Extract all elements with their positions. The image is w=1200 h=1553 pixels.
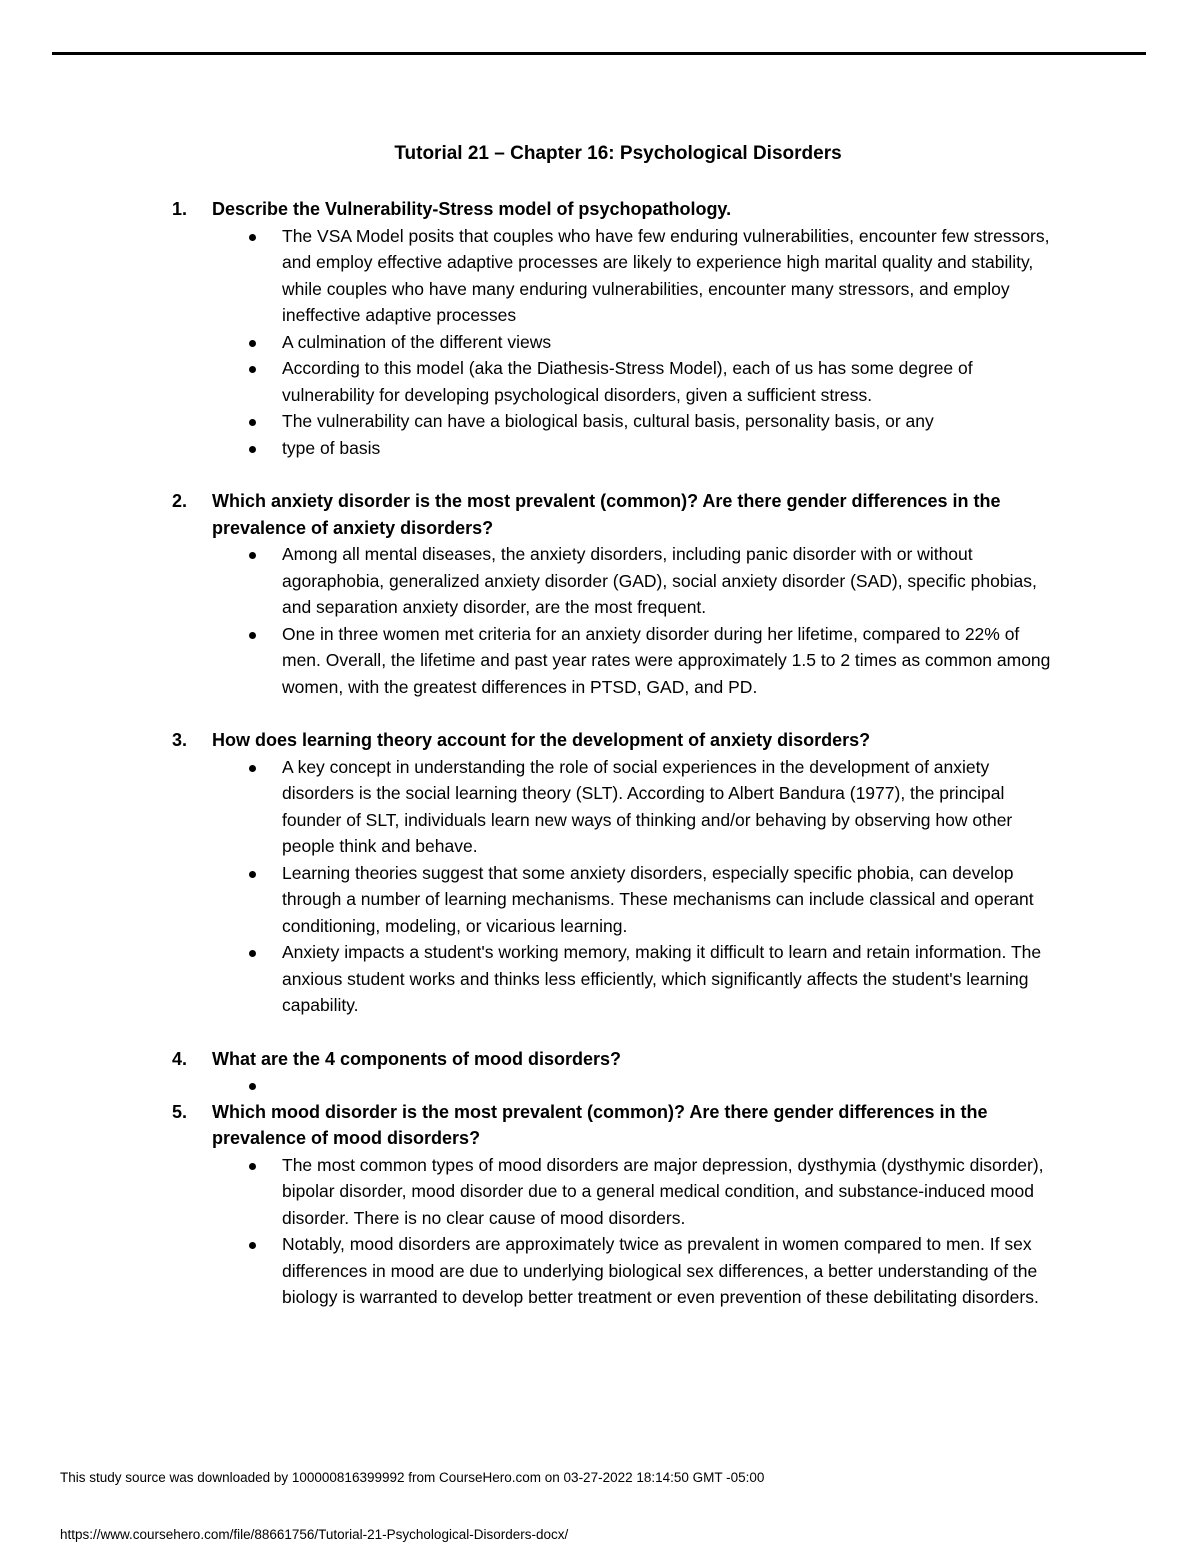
question-heading: [172, 1099, 1062, 1152]
question-text: How does learning theory account for the development of anxiety disorders?: [212, 730, 871, 750]
source-url-link[interactable]: https://www.coursehero.com/file/88661756/Tutorial-21-Psychological-Disorders-docx/: [60, 1527, 569, 1542]
question-text: Which anxiety disorder is the most prevalent (common)? Are there gender differences in the prevalence of anxiety disorders?: [212, 491, 1001, 538]
question-number: 5.: [172, 1101, 188, 1122]
bullet-icon: [249, 1242, 256, 1249]
question-1: [172, 196, 1062, 461]
bullet-icon: [249, 340, 256, 347]
bullet-icon: [249, 632, 256, 639]
bullet-icon: [249, 552, 256, 559]
question-number: 1.: [172, 199, 188, 219]
answer-item: Among all mental diseases, the anxiety disorders, including panic disorder with or without agoraphobia, generalized anxiety disorder (GAD), social anxiety disorder (SAD), specific phobias, and separation anxiety disorder, are the most frequent.: [172, 541, 1062, 621]
answer-list: [172, 754, 1062, 1019]
answer-item: Notably, mood disorders are approximately twice as prevalent in women compared to men. If sex differences in mood are due to underlying biological sex differences, a better understanding of the biology is warranted to develop better treatment or even prevention of these debilitating disorders.: [172, 1231, 1062, 1311]
question-4: [172, 1046, 1062, 1099]
answer-list: [172, 541, 1062, 700]
bullet-icon: [249, 1163, 256, 1170]
bullet-icon: [249, 871, 256, 878]
answer-item: Anxiety impacts a student's working memory, making it difficult to learn and retain information. The anxious student works and thinks less efficiently, which significantly affects the student's learning capability.: [172, 939, 1062, 1019]
answer-item: Learning theories suggest that some anxiety disorders, especially specific phobia, can develop through a number of learning mechanisms. These mechanisms can include classical and operant conditioning, modeling, or vicarious learning.: [172, 860, 1062, 940]
bullet-icon: [249, 446, 256, 453]
question-text: Which mood disorder is the most prevalent (common)? Are there gender differences in the prevalence of mood disorders?: [212, 1101, 988, 1148]
bullet-icon: [249, 1083, 256, 1090]
answer-item: One in three women met criteria for an anxiety disorder during her lifetime, compared to 22% of men. Overall, the lifetime and past year rates were approximately 1.5 to 2 times as common among women, with the greatest differences in PTSD, GAD, and PD.: [172, 621, 1062, 701]
answer-list: [172, 1152, 1062, 1311]
answer-item: The VSA Model posits that couples who have few enduring vulnerabilities, encounter few stressors, and employ effective adaptive processes are likely to experience high marital quality and stability, while couples who have many enduring vulnerabilities, encounter many stressors, and employ ineffective adaptive processes: [172, 223, 1062, 329]
answer-item: A key concept in understanding the role of social experiences in the development of anxiety disorders is the social learning theory (SLT). According to Albert Bandura (1977), the principal founder of SLT, individuals learn new ways of thinking and/or behaving by observing how other people think and behave.: [172, 754, 1062, 860]
question-heading: [172, 1046, 1062, 1073]
question-3: [172, 727, 1062, 1019]
answer-item: The most common types of mood disorders are major depression, dysthymia (dysthymic disorder), bipolar disorder, mood disorder due to a general medical condition, and substance-induced mood disorder. There is no clear cause of mood disorders.: [172, 1152, 1062, 1232]
answer-list: [172, 1072, 1062, 1099]
answer-item: A culmination of the different views: [172, 329, 1062, 356]
answer-item: type of basis: [172, 435, 1062, 462]
question-5: [172, 1099, 1062, 1311]
top-rule: [52, 52, 1146, 55]
page-title: Tutorial 21 – Chapter 16: Psychological Disorders: [394, 143, 842, 164]
answer-list: [172, 223, 1062, 462]
download-notice: This study source was downloaded by 100000816399992 from CourseHero.com on 03-27-2022 18:14:50 GMT -05:00: [60, 1470, 765, 1485]
bullet-icon: [249, 234, 256, 241]
question-number: 2.: [172, 491, 188, 511]
bullet-icon: [249, 950, 256, 957]
bullet-icon: [249, 419, 256, 426]
bullet-icon: [249, 366, 256, 373]
question-number: 4.: [172, 1048, 188, 1069]
answer-item: The vulnerability can have a biological basis, cultural basis, personality basis, or any: [172, 408, 1062, 435]
bullet-icon: [249, 765, 256, 772]
answer-item: [172, 1072, 1062, 1099]
question-list: [172, 196, 1062, 1311]
question-number: 3.: [172, 730, 188, 750]
question-heading: [172, 488, 1062, 541]
question-text: Describe the Vulnerability-Stress model of psychopathology.: [212, 199, 732, 219]
answer-item: According to this model (aka the Diathesis-Stress Model), each of us has some degree of vulnerability for developing psychological disorders, given a sufficient stress.: [172, 355, 1062, 408]
question-heading: [172, 196, 1062, 223]
question-heading: [172, 727, 1062, 754]
question-text: What are the 4 components of mood disorders?: [212, 1048, 622, 1069]
question-2: [172, 488, 1062, 700]
